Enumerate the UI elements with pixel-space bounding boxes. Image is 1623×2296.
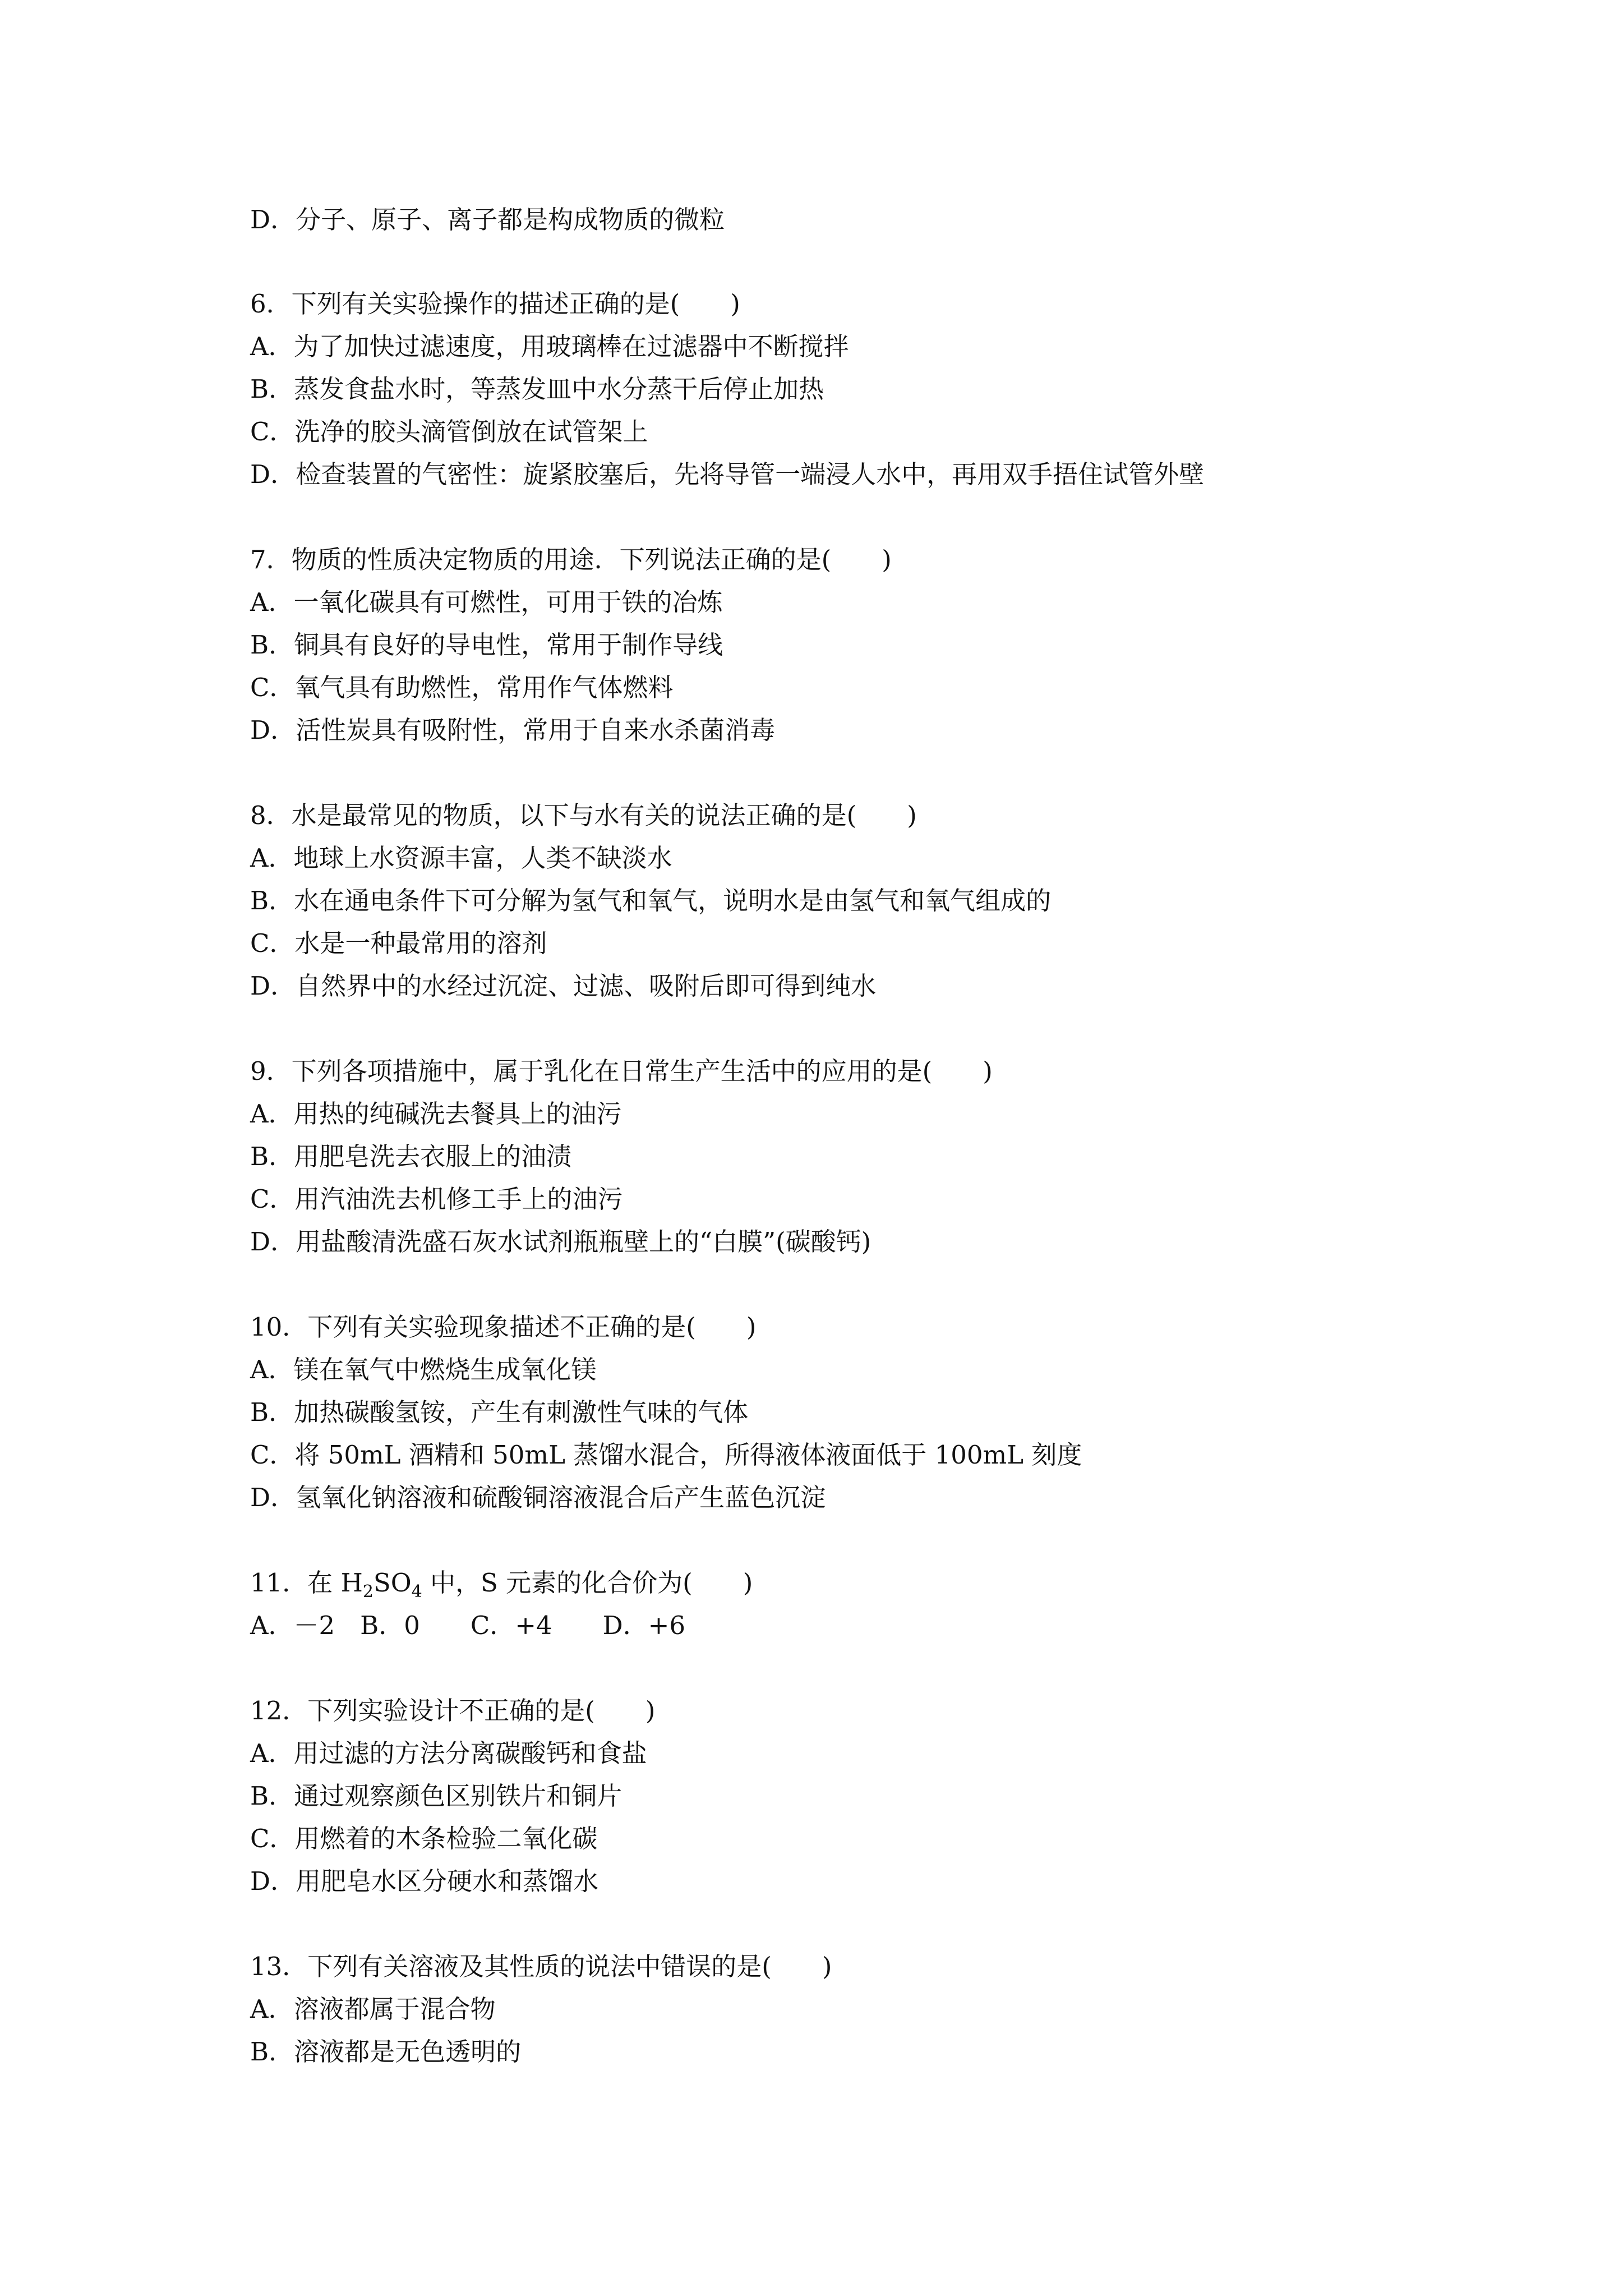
q8-stem: 8．水是最常见的物质，以下与水有关的说法正确的是( ): [250, 800, 917, 830]
q9-option-a: A．用热的纯碱洗去餐具上的油污: [250, 1099, 622, 1129]
q7-option-a: A．一氧化碳具有可燃性，可用于铁的冶炼: [250, 587, 723, 617]
q11-subscript-2: 2: [362, 1582, 374, 1602]
q11-options: A．－2 B．0 C．+4 D．+6: [250, 1611, 686, 1640]
q6-option-d: D．检查装置的气密性：旋紧胶塞后，先将导管一端浸人水中，再用双手捂住试管外壁: [250, 459, 1205, 489]
q10-option-b: B．加热碳酸氢铵，产生有刺激性气味的气体: [250, 1397, 749, 1427]
q7-option-c: C．氧气具有助燃性，常用作气体燃料: [250, 673, 674, 702]
q12-option-d: D．用肥皂水区分硬水和蒸馏水: [250, 1866, 599, 1896]
q12-stem: 12．下列实验设计不正确的是( ): [250, 1696, 656, 1726]
q13-option-a: A．溶液都属于混合物: [250, 1994, 496, 2024]
q11-stem: [250, 1566, 1596, 1609]
q13-option-b: B．溶液都是无色透明的: [250, 2037, 522, 2067]
q7-option-d: D．活性炭具有吸附性，常用于自来水杀菌消毒: [250, 715, 776, 745]
q9-stem: 9．下列各项措施中，属于乳化在日常生产生活中的应用的是( ): [250, 1056, 993, 1086]
q6-option-a: A．为了加快过滤速度，用玻璃棒在过滤器中不断搅拌: [250, 332, 849, 361]
q7-option-b: B．铜具有良好的导电性，常用于制作导线: [250, 630, 723, 660]
q13-stem: 13．下列有关溶液及其性质的说法中错误的是( ): [250, 1952, 832, 1981]
q6-option-c: C．洗净的胶头滴管倒放在试管架上: [250, 417, 648, 447]
q9-option-b: B．用肥皂洗去衣服上的油渍: [250, 1142, 572, 1171]
q5-option-d: D．分子、原子、离子都是构成物质的微粒: [250, 205, 725, 234]
q10-option-d: D．氢氧化钠溶液和硫酸铜溶液混合后产生蓝色沉淀: [250, 1483, 826, 1512]
q10-stem: 10．下列有关实验现象描述不正确的是( ): [250, 1312, 757, 1342]
q11-stem-end: 中，S 元素的化合价为( ): [422, 1568, 753, 1598]
q11-subscript-4: 4: [411, 1582, 422, 1602]
q7-stem: 7．物质的性质决定物质的用途．下列说法正确的是( ): [250, 545, 892, 574]
q8-option-c: C．水是一种最常用的溶剂: [250, 928, 547, 958]
q11-stem-mid: SO: [373, 1568, 412, 1598]
q6-stem: 6．下列有关实验操作的描述正确的是( ): [250, 289, 740, 319]
q6-option-b: B．蒸发食盐水时，等蒸发皿中水分蒸干后停止加热: [250, 374, 824, 404]
q10-option-c: C．将 50mL 酒精和 50mL 蒸馏水混合，所得液体液面低于 100mL 刻度: [250, 1440, 1082, 1470]
q12-option-b: B．通过观察颜色区别铁片和铜片: [250, 1781, 623, 1811]
q12-option-c: C．用燃着的木条检验二氧化碳: [250, 1824, 598, 1853]
q8-option-b: B．水在通电条件下可分解为氢气和氧气，说明水是由氢气和氧气组成的: [250, 886, 1052, 915]
q10-option-a: A．镁在氧气中燃烧生成氧化镁: [250, 1355, 597, 1384]
q12-option-a: A．用过滤的方法分离碳酸钙和食盐: [250, 1738, 647, 1768]
q9-option-c: C．用汽油洗去机修工手上的油污: [250, 1184, 623, 1214]
q9-option-d: D．用盐酸清洗盛石灰水试剂瓶瓶壁上的“白膜”(碳酸钙): [250, 1227, 872, 1257]
q8-option-a: A．地球上水资源丰富，人类不缺淡水: [250, 843, 672, 873]
q11-stem-start: 11．在 H: [250, 1568, 363, 1598]
q8-option-d: D．自然界中的水经过沉淀、过滤、吸附后即可得到纯水: [250, 971, 877, 1001]
